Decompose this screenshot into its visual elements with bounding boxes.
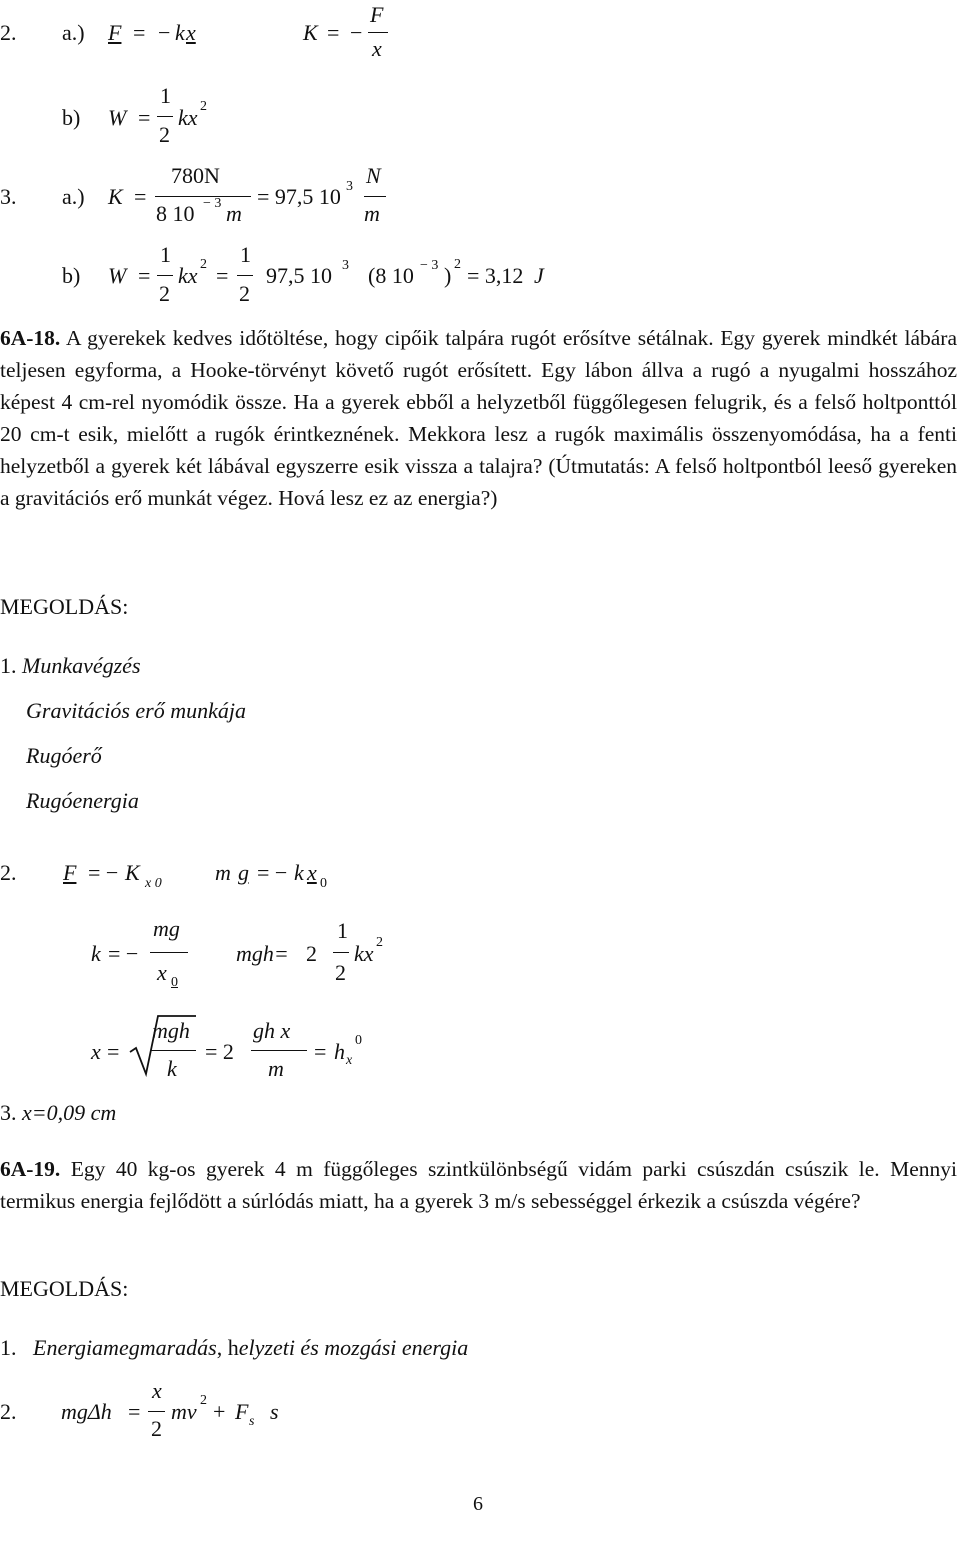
eq2b-eq: = — [138, 105, 151, 130]
eq3a-unit-num: N — [366, 163, 381, 188]
eq3b-eq: = — [138, 263, 151, 288]
sol2-number: 2. — [0, 860, 17, 885]
solution-heading-2: MEGOLDÁS: — [0, 1276, 129, 1301]
eq3a-unit-bar — [364, 196, 386, 197]
problem-19 — [0, 1153, 957, 1217]
sol19-s: s — [270, 1399, 279, 1424]
sol19-number: 2. — [0, 1399, 17, 1424]
sol2b-mgh: mgh= — [236, 941, 289, 966]
eq3a-frac-num: 780N — [171, 163, 220, 188]
sol2-sub1: x 0 — [145, 876, 162, 891]
sol19-lhs: mgΔh — [61, 1399, 112, 1424]
eq3b-two2: 2 — [239, 281, 250, 306]
sol2b-one: 1 — [337, 918, 348, 943]
sol19-sup: 2 — [200, 1393, 207, 1408]
sol2c-sup: 0 — [355, 1033, 362, 1048]
eq3b-one1: 1 — [160, 242, 171, 267]
eq3b-kx: kx — [178, 263, 198, 288]
eq2a-eq2: = — [327, 20, 340, 45]
eq3b-mid: 97,5 10 — [266, 263, 332, 288]
eq2b-bar — [157, 116, 173, 117]
sol3: 3. x=0,09 cm — [0, 1100, 117, 1125]
eq2a-K: K — [303, 20, 318, 45]
eq2a-label: a.) — [62, 20, 85, 45]
sol2c-bar — [150, 1050, 196, 1051]
eq3a-exp: 3 — [346, 179, 353, 194]
sol2c-bar2 — [251, 1050, 307, 1051]
eq2b-num: 1 — [160, 83, 171, 108]
eq3a-m: m — [226, 201, 242, 226]
eq3b-exp2: − 3 — [420, 258, 439, 273]
problem-18-label: 6A-18. — [0, 326, 61, 350]
eq3a-K: K — [108, 184, 123, 209]
sol2-eq2: = − — [257, 860, 288, 885]
eq3b-result: = 3,12 — [467, 263, 524, 288]
eq3b-exp1: 3 — [342, 258, 349, 273]
sol2c-x: x — [91, 1039, 101, 1064]
sol2-sub2: 0 — [320, 876, 327, 891]
sol2b-sup: 2 — [376, 935, 383, 950]
sol2-m: m — [215, 860, 231, 885]
sol2b-den-sub: 0 — [171, 975, 178, 990]
sol2-g: g — [238, 860, 249, 885]
eq3b-sup1: 2 — [200, 257, 207, 272]
eq3b-bar1 — [157, 275, 173, 276]
eq3a-label: a.) — [62, 184, 85, 209]
page-number: 6 — [473, 1493, 483, 1515]
problem-19-text: Egy 40 kg-os gyerek 4 m függőleges szintkülönbségű vidám parki csúszdán csúszik le. Mennyi termikus energia fejlődött a súrlódás miatt, ha a gyerek 3 m/s sebességgel érkezik a csúszda végére? — [0, 1157, 957, 1213]
sol19-F: F — [235, 1399, 249, 1424]
eq2a-minus2: − — [350, 20, 363, 45]
eq2a-k: k — [175, 20, 185, 45]
sol19-frac-bar — [148, 1411, 165, 1412]
eq3b-close: ) — [444, 263, 452, 288]
eq3a-unit-den: m — [364, 201, 380, 226]
solution1-line3: Rugóerő — [26, 743, 102, 768]
problem-19-label: 6A-19. — [0, 1157, 61, 1181]
sol2b-two: 2 — [306, 941, 317, 966]
eq2a-frac-den: x — [372, 36, 382, 61]
sol2-x: x — [307, 860, 317, 885]
sol2b-den: x — [157, 960, 167, 985]
eq2a-minus: − — [158, 20, 171, 45]
problem-18-text: A gyerekek kedves időtöltése, hogy cipőik talpára rugót erősítve sétálnak. Egy gyerek mindkét lábára teljesen egyforma, a Hooke-törvényt követő rugót erősített. Egy lábon állva a rugó a nyugalmi hosszához képest 4 cm-rel nyomódik össze. Ha a gyerek ebből a helyzetből függőlegesen felugrik, és a felső holtponttól 20 cm-t esik, mielőtt a rugók érintkeznének. Mekkora lesz a rugók maximális összenyomódása, ha a fenti helyzetből a gyerek két lábával egyszerre esik vissza a talajra? (Útmutatás: A felső holtpontból leeső gyereken a gravitációs erő munkát végez. Hová lesz ez az energia?) — [0, 326, 957, 510]
eq2a-F: F — [108, 20, 122, 45]
sol2c-num2: gh x — [253, 1018, 291, 1043]
solution2-item1: 1. Energiamegmaradás, helyzeti és mozgási energia — [0, 1335, 469, 1360]
eq3a-eq: = — [134, 184, 147, 209]
sol19-frac-num: x — [152, 1378, 162, 1403]
sol2b-bar — [150, 952, 188, 953]
sol2b-eq: = − — [108, 941, 139, 966]
sol2c-den: k — [167, 1056, 177, 1081]
solution1-item1: 1. Munkavégzés — [0, 653, 141, 678]
sol19-plus: + — [213, 1399, 226, 1424]
eq3a-frac-den: 8 10 — [156, 201, 195, 226]
sol2b-num: mg — [153, 916, 180, 941]
eq3b-bar2 — [237, 275, 253, 276]
eq3b-J: J — [534, 263, 544, 288]
sol19-mv: mv — [171, 1399, 197, 1424]
eq2b-W: W — [108, 105, 127, 130]
sol2b-k: k — [91, 941, 101, 966]
solution1-line4: Rugóenergia — [26, 788, 139, 813]
eq2a-frac-num: F — [370, 2, 384, 27]
eq2a-eq: = — [133, 20, 146, 45]
eq2b-label: b) — [62, 105, 81, 130]
sol2-k: k — [294, 860, 304, 885]
sol2b-half: 2 — [335, 960, 346, 985]
eq2a-frac-bar — [368, 32, 388, 33]
eq3b-W: W — [108, 263, 127, 288]
eq2b-kx: kx — [178, 105, 198, 130]
eq2b-sup: 2 — [200, 99, 207, 114]
sol2b-halfbar — [333, 952, 349, 953]
eq2b-den: 2 — [159, 122, 170, 147]
eq3a-eq2: = 97,5 10 — [257, 184, 341, 209]
sol2b-kx: kx — [354, 941, 374, 966]
sol2c-h: h — [334, 1039, 345, 1064]
sol2-K: K — [125, 860, 140, 885]
eq3b-two1: 2 — [159, 281, 170, 306]
solution-heading-1: MEGOLDÁS: — [0, 594, 129, 619]
eq3a-number: 3. — [0, 184, 17, 209]
eq3b-eq2: = — [216, 263, 229, 288]
eq2a-number: 2. — [0, 20, 17, 45]
problem-18 — [0, 322, 957, 514]
sol2c-num: mgh — [152, 1018, 190, 1043]
sol2c-eq3: = — [314, 1039, 327, 1064]
sol2c-den2: m — [268, 1056, 284, 1081]
sol2c-sub: x — [346, 1053, 353, 1068]
sol2c-eq2: = 2 — [205, 1039, 234, 1064]
solution1-line2: Gravitációs erő munkája — [26, 698, 246, 723]
sol19-eq: = — [128, 1399, 141, 1424]
sol2-F: F — [63, 860, 77, 885]
sol19-sub: s — [249, 1414, 255, 1429]
sol2c-eq: = — [107, 1039, 120, 1064]
eq3a-den-exp: − 3 — [203, 196, 222, 211]
eq2a-x: x — [186, 20, 196, 45]
eq3b-paren: (8 10 — [368, 263, 414, 288]
sol2-eq1: = − — [88, 860, 119, 885]
eq3b-sup2: 2 — [454, 257, 461, 272]
eq3b-one2: 1 — [240, 242, 251, 267]
sol19-frac-den: 2 — [151, 1416, 162, 1441]
eq3b-label: b) — [62, 263, 81, 288]
